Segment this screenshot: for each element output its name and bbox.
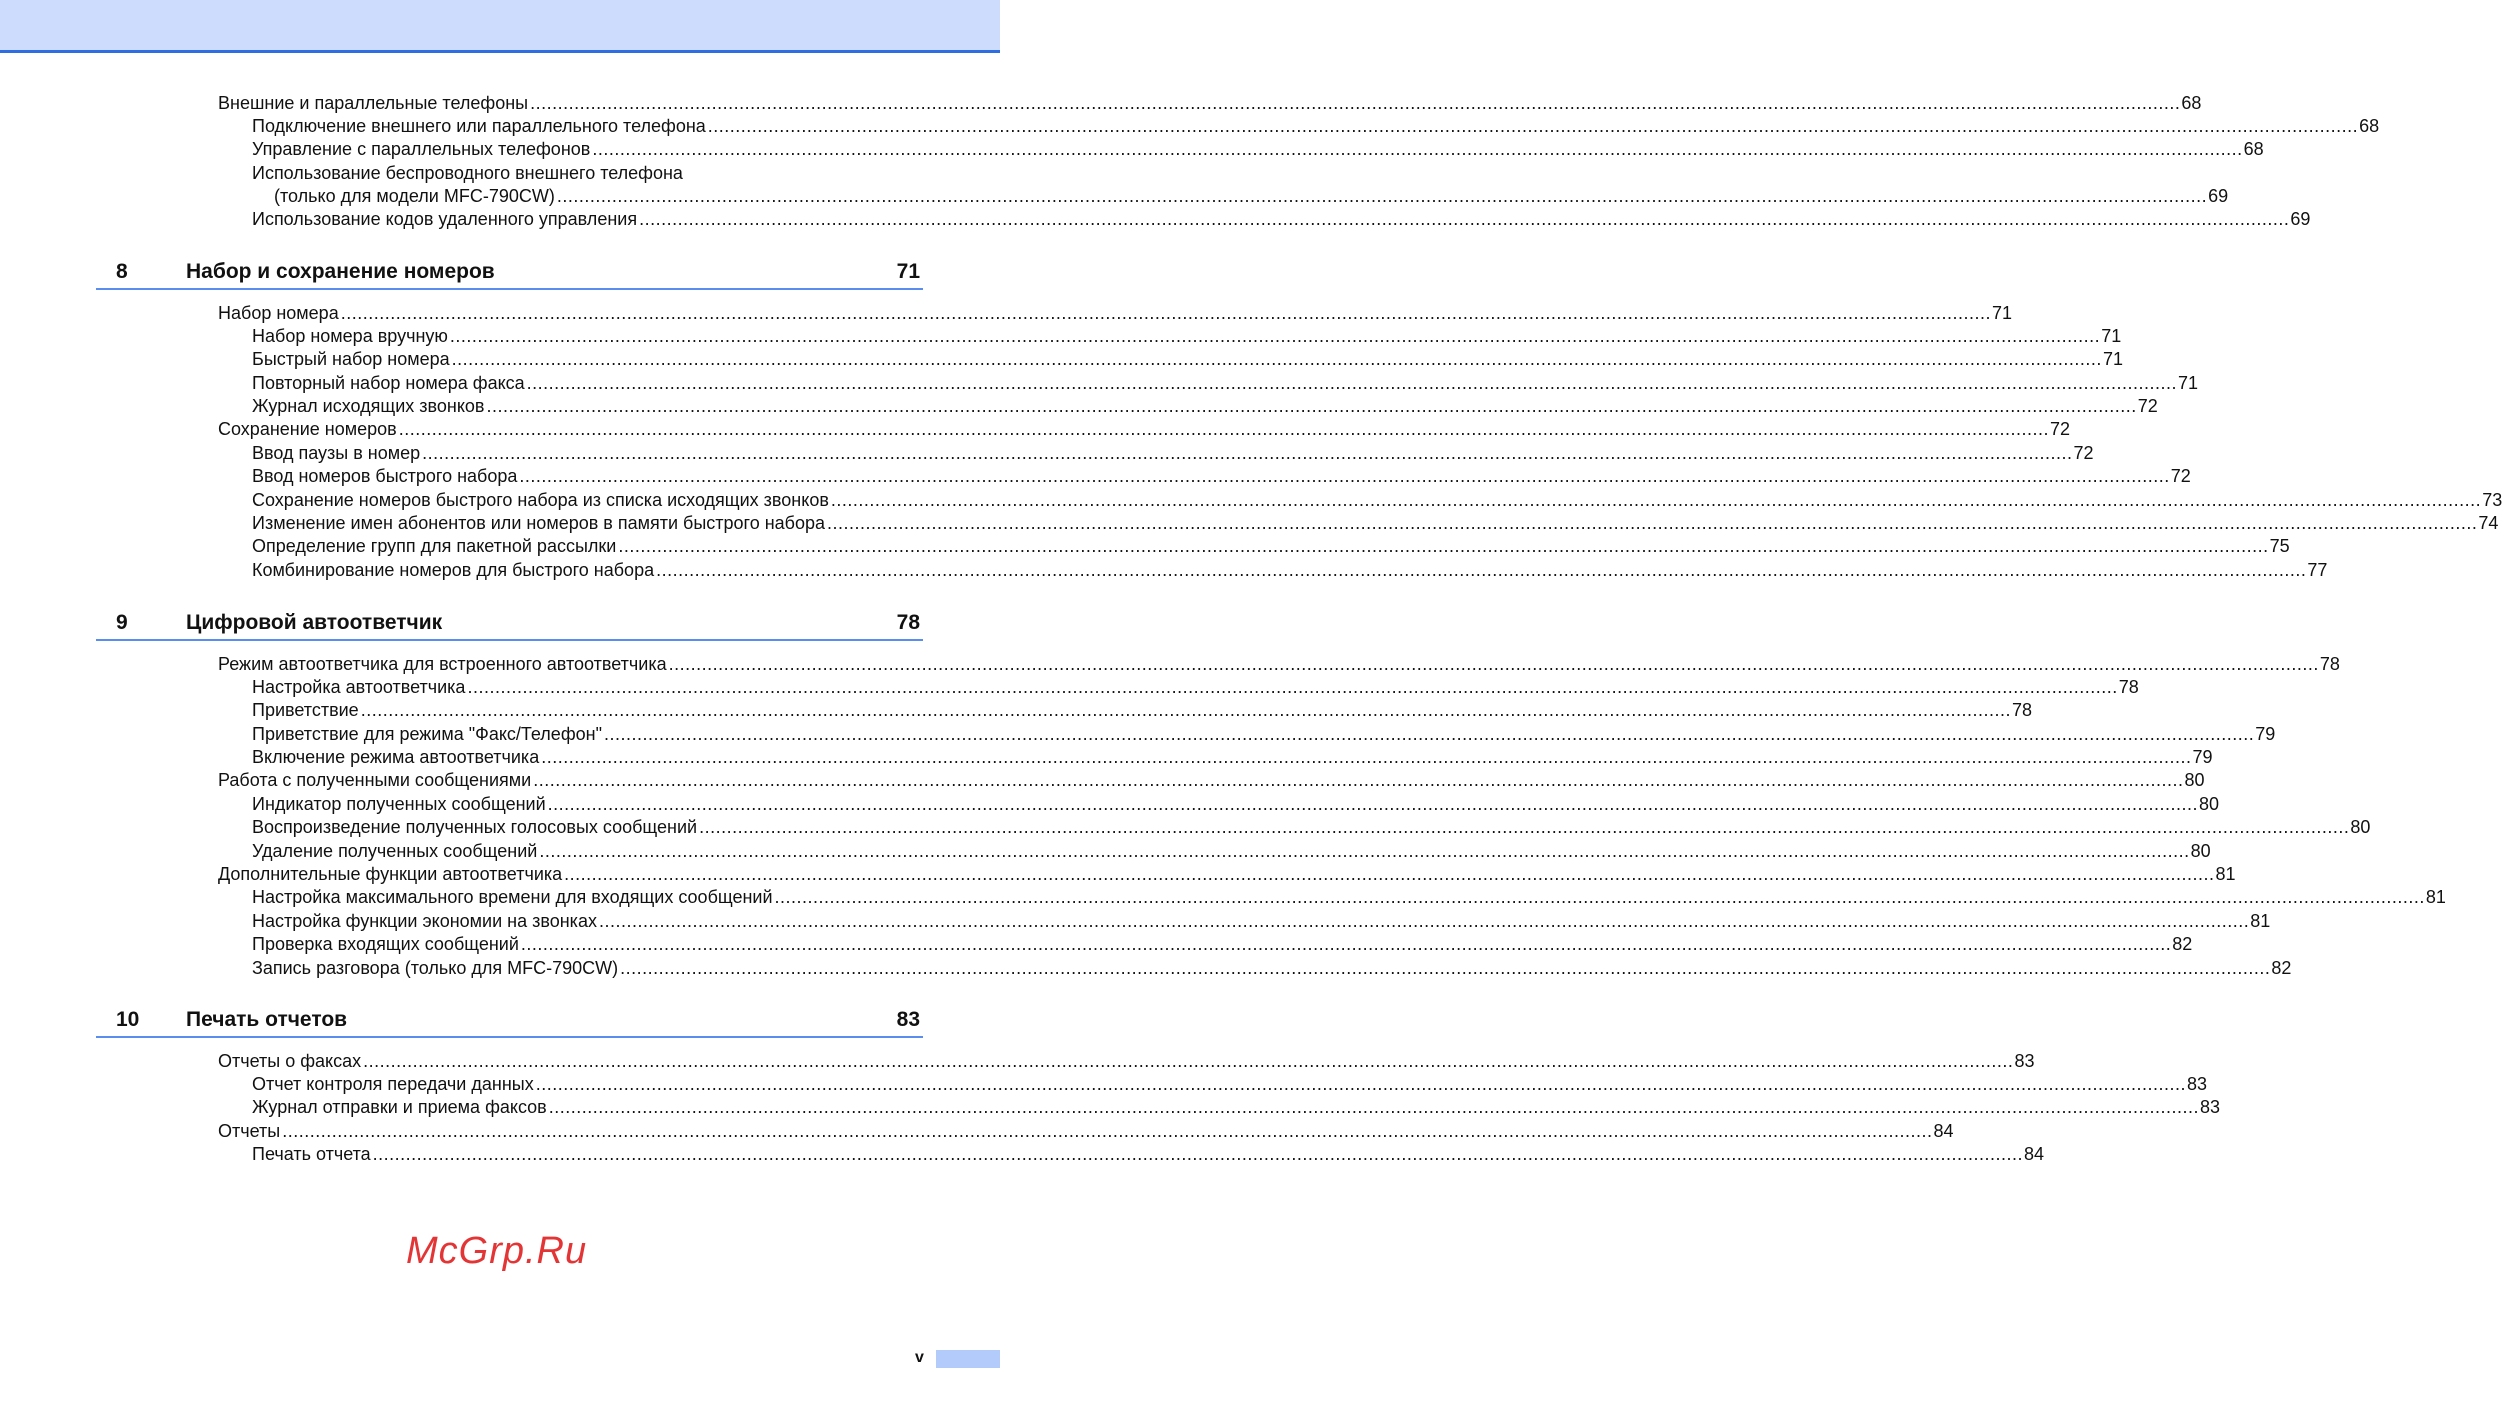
toc-entry[interactable] [252,162,920,185]
dot-leader: ............................................................................................................................................................................................................................................................................................................ [556,186,2208,207]
watermark: McGrp.Ru [406,1230,588,1272]
dot-leader: ............................................................................................................................................................................................................................................................................................................ [639,209,2290,230]
toc-entry-title: Внешние и параллельные телефоны [218,92,529,113]
dot-leader: ............................................................................................................................................................................................................................................................................................................ [668,653,2319,674]
dot-leader: ............................................................................................................................................................................................................................................................................................................ [372,1144,2023,1165]
toc-entry[interactable] [252,746,2213,769]
toc-entry-page: 69 [2290,209,2311,230]
toc-entry-title: Быстрый набор номера [252,349,450,370]
toc-entry-title: Повторный набор номера факса [252,372,525,393]
toc-entry-title: Запись разговора (только для MFC-790CW) [252,957,619,978]
toc-entry-page: 83 [2014,1050,2035,1071]
dot-leader: ............................................................................................................................................................................................................................................................................................................ [548,1097,2200,1118]
dot-leader: ............................................................................................................................................................................................................................................................................................................ [360,700,2011,721]
toc-entry[interactable] [218,418,2071,441]
chapter-page: 71 [896,260,920,283]
toc-entry-title: Набор номера вручную [252,325,448,346]
toc-entry-title: Журнал отправки и приема факсов [252,1097,547,1118]
toc-entry-title: Ввод номеров быстрого набора [252,466,518,487]
chapter-number: 10 [116,1008,140,1031]
toc-entry-title: Настройка автоответчика [252,676,466,697]
toc-entry-title: Изменение имен абонентов или номеров в памяти быстрого набора [252,513,826,534]
dot-leader: ............................................................................................................................................................................................................................................................................................................ [592,139,2243,160]
toc-group [0,92,2380,232]
toc-entry-title: Подключение внешнего или параллельного телефона [252,115,706,136]
toc-entry[interactable] [252,348,2123,371]
chapter-title: Печать отчетов [186,1008,348,1031]
toc-entry[interactable] [252,699,2033,722]
toc-entry-page: 83 [2200,1097,2221,1118]
dot-leader: ............................................................................................................................................................................................................................................................................................................ [422,442,2073,463]
toc-entry[interactable] [252,115,2380,138]
toc-entry[interactable] [252,1143,2044,1166]
toc-entry-page: 82 [2271,957,2292,978]
toc-entry-page: 77 [2307,559,2328,580]
chapter-heading[interactable] [96,258,923,290]
toc-entry-title: Комбинирование номеров для быстрого набора [252,559,655,580]
toc-entry-page: 78 [2118,676,2139,697]
dot-leader: ............................................................................................................................................................................................................................................................................................................ [547,793,2198,814]
toc-entry[interactable] [252,793,2219,816]
toc-entry[interactable] [252,395,2158,418]
toc-entry-page: 72 [2073,442,2094,463]
toc-entry-page: 81 [2425,887,2446,908]
toc-entry[interactable] [252,1073,2208,1096]
page-number: v [915,1349,924,1366]
toc-entry[interactable] [252,933,2193,956]
toc-entry[interactable] [252,559,2328,582]
dot-leader: ............................................................................................................................................................................................................................................................................................................ [699,817,2350,838]
toc-entry[interactable] [218,1120,1954,1143]
toc-entry[interactable] [252,442,2094,465]
toc-entry-page: 83 [2187,1073,2208,1094]
toc-entry-title: Отчет контроля передачи данных [252,1073,534,1094]
toc-entry-title: Дополнительные функции автоответчика [218,864,563,885]
toc-entry-title: Приветствие [252,700,359,721]
header-band [0,0,1000,53]
toc-entry-page: 80 [2184,770,2205,791]
toc-entry[interactable] [252,723,2276,746]
dot-leader: ............................................................................................................................................................................................................................................................................................................ [519,466,2170,487]
dot-leader: ............................................................................................................................................................................................................................................................................................................ [598,910,2250,931]
dot-leader: ............................................................................................................................................................................................................................................................................................................ [282,1120,1933,1141]
toc-entry-title: Управление с параллельных телефонов [252,139,591,160]
toc-entry[interactable] [252,489,2502,512]
toc-entry-page: 73 [2482,489,2502,510]
chapter-page: 83 [896,1008,920,1031]
toc-entry-title: Индикатор полученных сообщений [252,793,546,814]
toc-entry-title: Работа с полученными сообщениями [218,770,532,791]
chapter-heading[interactable] [96,609,923,641]
dot-leader: ............................................................................................................................................................................................................................................................................................................ [656,559,2307,580]
dot-leader: ............................................................................................................................................................................................................................................................................................................ [363,1050,2014,1071]
toc-entry-title: Проверка входящих сообщений [252,934,519,955]
chapter-page: 78 [896,611,920,634]
toc-entry-title: Набор номера [218,302,339,323]
dot-leader: ............................................................................................................................................................................................................................................................................................................ [535,1073,2186,1094]
toc-entry[interactable] [252,535,2290,558]
toc-entry-title: Режим автоответчика для встроенного автоответчика [218,653,667,674]
dot-leader: ............................................................................................................................................................................................................................................................................................................ [398,419,2050,440]
chapter-heading[interactable] [96,1006,923,1038]
toc-entry-page: 84 [1933,1120,1954,1141]
toc-entry-page: 74 [2478,513,2499,534]
dot-leader: ............................................................................................................................................................................................................................................................................................................ [827,513,2478,534]
toc-entry-page: 68 [2243,139,2264,160]
toc-entry[interactable] [252,816,2371,839]
toc-entry-page: 81 [2215,864,2236,885]
dot-leader: ............................................................................................................................................................................................................................................................................................................ [451,349,2102,370]
dot-leader: ............................................................................................................................................................................................................................................................................................................ [340,302,1991,323]
toc-entry-title: (только для модели MFC-790CW) [274,186,555,207]
toc-entry[interactable] [252,465,2191,488]
dot-leader: ............................................................................................................................................................................................................................................................................................................ [541,747,2192,768]
toc-entry-page: 78 [2319,653,2340,674]
toc-entry[interactable] [218,653,2340,676]
toc-entry-title: Ввод паузы в номер [252,442,421,463]
toc-entry-title: Включение режима автоответчика [252,747,540,768]
toc-entry[interactable] [218,769,2205,792]
dot-leader: ............................................................................................................................................................................................................................................................................................................ [526,372,2177,393]
toc-entry[interactable] [218,1050,2035,1073]
toc-entry-title: Воспроизведение полученных голосовых сообщений [252,817,698,838]
toc-entry[interactable] [252,208,2311,231]
dot-leader: ............................................................................................................................................................................................................................................................................................................ [618,536,2269,557]
toc-entry-page: 72 [2137,396,2158,417]
toc-entry-page: 79 [2255,723,2276,744]
toc-entry[interactable] [252,138,2264,161]
toc-entry-page: 81 [2250,910,2271,931]
toc-entry-page: 84 [2023,1144,2044,1165]
toc-entry[interactable] [252,512,2499,535]
dot-leader: ............................................................................................................................................................................................................................................................................................................ [533,770,2184,791]
toc-entry[interactable] [218,863,2236,886]
toc-entry-title: Определение групп для пакетной рассылки [252,536,617,557]
dot-leader: ............................................................................................................................................................................................................................................................................................................ [520,934,2172,955]
dot-leader: ............................................................................................................................................................................................................................................................................................................ [467,676,2118,697]
dot-leader: ............................................................................................................................................................................................................................................................................................................ [774,887,2425,908]
toc-entry[interactable] [252,957,2292,980]
toc-entry-page: 82 [2172,934,2193,955]
dot-leader: ............................................................................................................................................................................................................................................................................................................ [707,115,2359,136]
toc-group [0,302,2502,583]
toc-entry-page: 80 [2198,793,2219,814]
dot-leader: ............................................................................................................................................................................................................................................................................................................ [603,723,2255,744]
chapter-title: Набор и сохранение номеров [186,260,495,283]
toc-entry[interactable] [252,910,2271,933]
toc-entry-page: 71 [2102,349,2123,370]
toc-entry-title: Журнал исходящих звонков [252,396,485,417]
toc-entry-page: 79 [2192,747,2213,768]
dot-leader: ............................................................................................................................................................................................................................................................................................................ [620,957,2271,978]
dot-leader: ............................................................................................................................................................................................................................................................................................................ [486,396,2137,417]
toc-group [0,653,2446,980]
toc-entry-page: 68 [2181,92,2202,113]
toc-entry-title: Использование кодов удаленного управления [252,209,638,230]
dot-leader: ............................................................................................................................................................................................................................................................................................................ [530,92,2181,113]
chapter-number: 8 [116,260,128,283]
dot-leader: ............................................................................................................................................................................................................................................................................................................ [830,489,2482,510]
toc-entry-page: 80 [2190,840,2211,861]
toc-entry-page: 71 [2101,325,2122,346]
toc-entry[interactable] [252,676,2139,699]
toc-entry-title: Отчеты [218,1120,281,1141]
toc-entry-title: Сохранение номеров [218,419,397,440]
toc-entry-page: 71 [2177,372,2198,393]
chapter-number: 9 [116,611,128,634]
toc-entry-title: Настройка функции экономии на звонках [252,910,597,931]
toc-entry-title: Удаление полученных сообщений [252,840,538,861]
toc-entry-page: 69 [2208,186,2229,207]
chapter-title: Цифровой автоответчик [186,611,443,634]
toc-entry-title: Отчеты о факсах [218,1050,362,1071]
toc-entry-page: 72 [2170,466,2191,487]
toc-entry[interactable] [252,886,2446,909]
dot-leader: ............................................................................................................................................................................................................................................................................................................ [539,840,2190,861]
toc-entry[interactable] [218,92,2202,115]
toc-entry[interactable] [274,185,2229,208]
toc-entry-title: Настройка максимального времени для входящих сообщений [252,887,773,908]
toc-entry[interactable] [218,302,2013,325]
toc-entry-page: 75 [2269,536,2290,557]
toc-entry-page: 71 [1992,302,2013,323]
toc-entry[interactable] [252,372,2198,395]
page-tab [936,1350,1000,1368]
toc-group [0,1050,2221,1167]
toc-entry[interactable] [252,840,2211,863]
toc-entry-title: Использование беспроводного внешнего телефона [252,162,683,183]
toc-entry[interactable] [252,325,2122,348]
toc-entry-page: 78 [2012,700,2033,721]
toc-entry-page: 72 [2050,419,2071,440]
toc-entry-title: Приветствие для режима "Факс/Телефон" [252,723,602,744]
toc-entry[interactable] [252,1096,2221,1119]
toc-entry-title: Печать отчета [252,1144,371,1165]
toc-entry-page: 80 [2350,817,2371,838]
toc-entry-title: Сохранение номеров быстрого набора из списка исходящих звонков [252,489,829,510]
toc-entry-page: 68 [2359,115,2380,136]
dot-leader: ............................................................................................................................................................................................................................................................................................................ [449,325,2101,346]
dot-leader: ............................................................................................................................................................................................................................................................................................................ [564,864,2215,885]
